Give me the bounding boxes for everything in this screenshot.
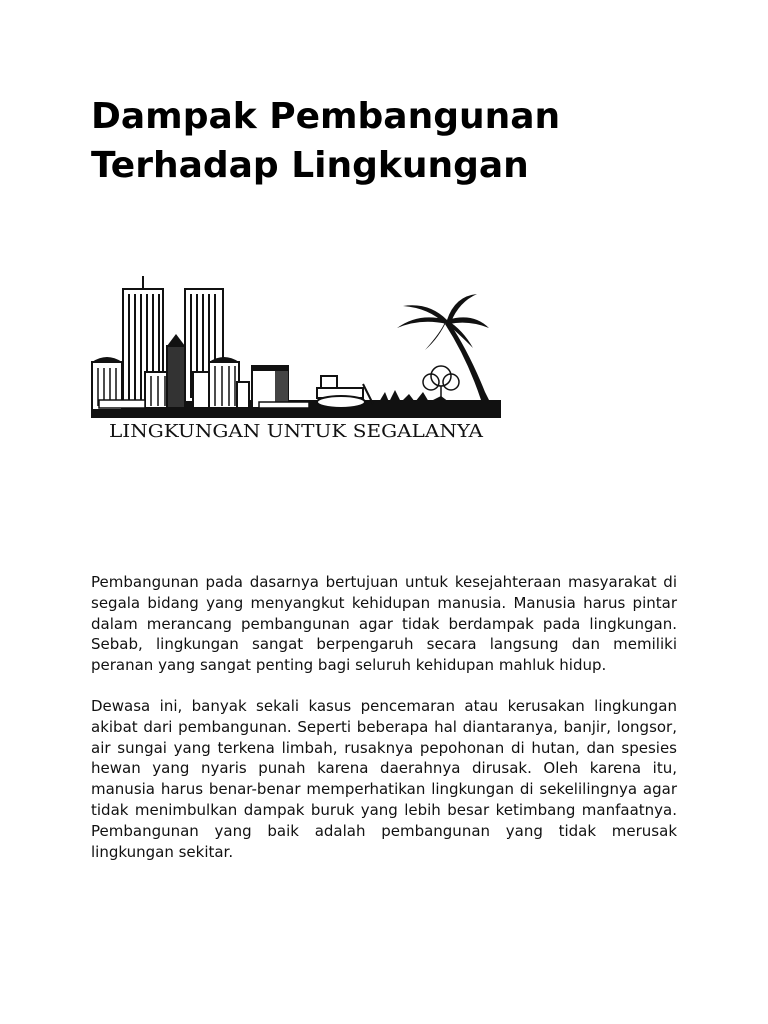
environment-illustration xyxy=(89,272,503,444)
illustration-caption: LINGKUNGAN UNTUK SEGALANYA xyxy=(109,421,485,442)
tree-icon xyxy=(423,366,459,400)
bulldozer-icon xyxy=(317,376,373,408)
paragraph-2: Dewasa ini, banyak sekali kasus pencemaran atau kerusakan lingkungan akibat dari pembangunan. Seperti beberapa hal diantaranya, banjir, longsor, air sungai yang terkena limbah, rusaknya pepohonan di hutan, dan spesies hewan yang nyaris punah karena daerahnya dirusak. Oleh karena itu, manusia harus benar-benar memperhatikan lingkungan di sekelilingnya agar tidak menimbulkan dampak buruk yang lebih besar ketimbang manfaatnya. Pembangunan yang baik adalah pembangunan yang tidak merusak lingkungan sekitar. xyxy=(91,697,677,861)
paragraph-1: Pembangunan pada dasarnya bertujuan untuk kesejahteraan masyarakat di segala bidang yang menyangkut kehidupan manusia. Manusia harus pintar dalam merancang pembangunan agar tidak berdampak pada lingkungan. Sebab, lingkungan sangat berpengaruh secara langsung dan memiliki peranan yang sangat penting bagi seluruh kehidupan mahluk hidup. xyxy=(91,573,677,675)
skyscrapers-icon xyxy=(92,276,309,410)
page-title: Dampak Pembangunan Terhadap Lingkungan xyxy=(91,96,561,186)
